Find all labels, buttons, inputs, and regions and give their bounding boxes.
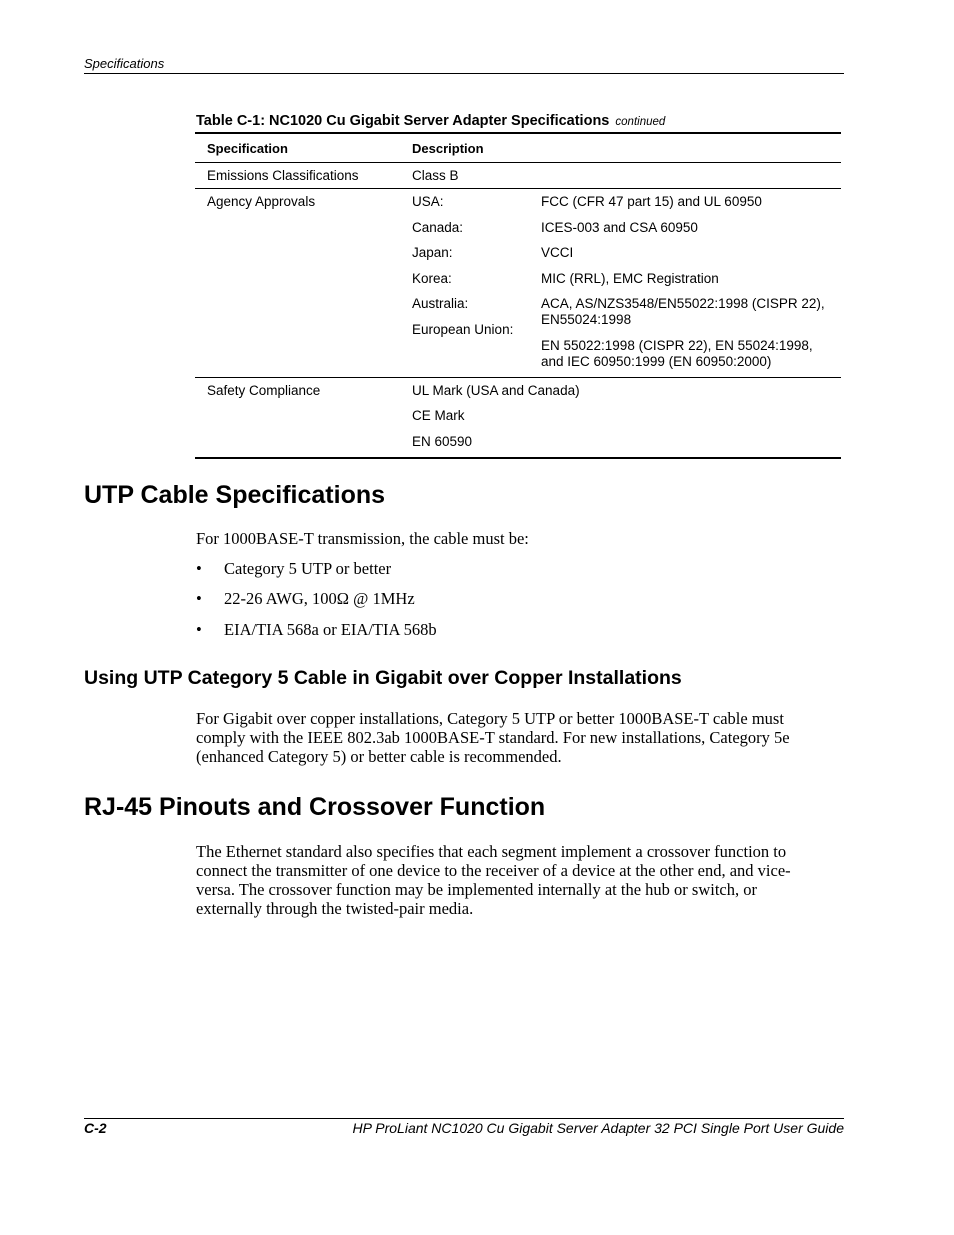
safety-values	[400, 377, 841, 458]
approval-japan: VCCI	[541, 245, 574, 260]
footer-doc-title: HP ProLiant NC1020 Cu Gigabit Server Adapter 32 PCI Single Port User Guide	[352, 1120, 844, 1136]
agency-values	[529, 189, 841, 378]
spec-table	[195, 132, 841, 459]
table-caption-continued: continued	[615, 116, 666, 128]
region-eu: European Union:	[412, 321, 514, 337]
safety-value-ul: UL Mark (USA and Canada)	[412, 382, 580, 398]
cat5-paragraph: For Gigabit over copper installations, Category 5 UTP or better 1000BASE-T cable must comply with the IEEE 802.3ab 1000BASE-T standard. For new installations, Category 5e (enhanced Category 5) or better cable is recommended.	[196, 709, 790, 766]
page-number: C-2	[84, 1120, 107, 1136]
table-caption	[196, 113, 665, 129]
safety-label: Safety Compliance	[195, 377, 400, 458]
emissions-label: Emissions Classifications	[195, 163, 400, 189]
column-header-description: Description	[400, 133, 841, 163]
utp-heading: UTP Cable Specifications	[84, 481, 386, 509]
header-rule	[84, 73, 844, 74]
safety-value-en: EN 60590	[412, 433, 473, 449]
table-row-emissions	[195, 163, 841, 189]
table-header-row	[195, 133, 841, 163]
approval-eu: EN 55022:1998 (CISPR 22), EN 55024:1998, and IEC 60950:1999 (EN 60950:2000)	[541, 337, 813, 369]
utp-intro: For 1000BASE-T transmission, the cable must be:	[196, 529, 529, 548]
approval-usa: FCC (CFR 47 part 15) and UL 60950	[541, 194, 762, 209]
approval-korea: MIC (RRL), EMC Registration	[541, 270, 719, 286]
column-header-specification: Specification	[195, 133, 400, 163]
approval-canada: ICES-003 and CSA 60950	[541, 219, 698, 235]
rj45-paragraph: The Ethernet standard also specifies that each segment implement a crossover function to connect the transmitter of one device to the receiver of a device at the other end, and vice- versa. The crossover function may be implemented internally at the hub or switch, or externally through the twisted-pair media.	[196, 842, 791, 918]
region-usa: USA:	[412, 194, 444, 209]
region-japan: Japan:	[412, 245, 453, 260]
cat5-heading: Using UTP Category 5 Cable in Gigabit over Copper Installations	[84, 667, 682, 689]
agency-label: Agency Approvals	[195, 189, 400, 378]
table-caption-title: Table C-1: NC1020 Cu Gigabit Server Adapter Specifications	[196, 113, 610, 129]
region-australia: Australia:	[412, 296, 469, 311]
safety-value-ce: CE Mark	[412, 408, 465, 423]
approval-australia: ACA, AS/NZS3548/EN55022:1998 (CISPR 22), EN55024:1998	[541, 296, 825, 327]
running-header: Specifications	[84, 56, 165, 71]
region-korea: Korea:	[412, 270, 452, 286]
footer-rule	[84, 1118, 844, 1119]
rj45-heading: RJ-45 Pinouts and Crossover Function	[84, 793, 546, 821]
emissions-value: Class B	[400, 163, 841, 189]
region-canada: Canada:	[412, 219, 464, 235]
table-row-agency-approvals	[195, 189, 841, 378]
agency-regions	[400, 189, 529, 378]
table-row-safety	[195, 377, 841, 458]
